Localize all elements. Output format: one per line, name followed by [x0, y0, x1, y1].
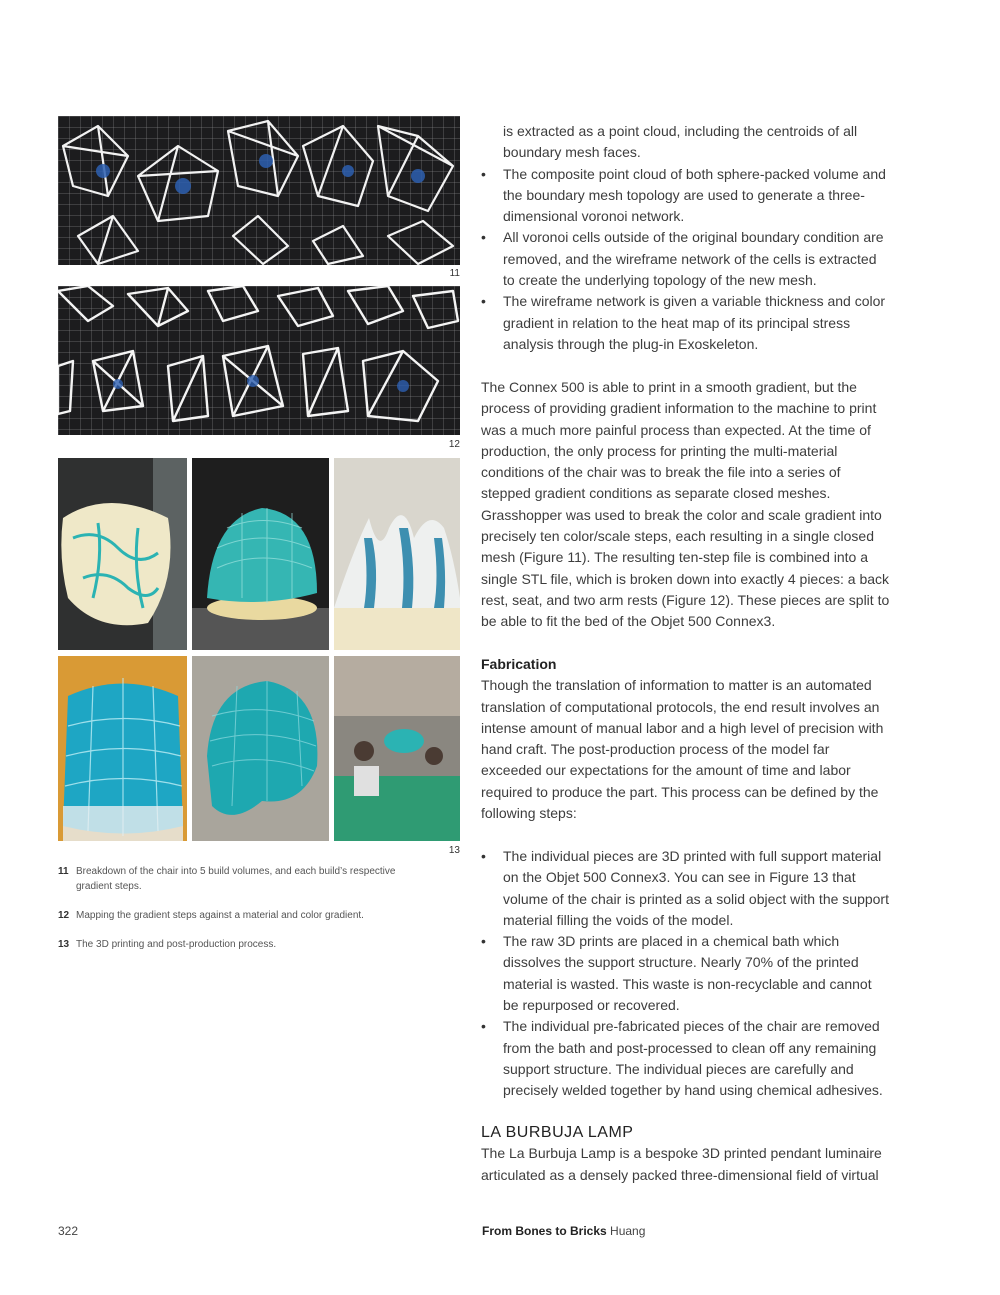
caption-11 — [58, 864, 438, 894]
intro-bullet-list — [481, 164, 891, 356]
fabrication-paragraph: Though the translation of information to matter is an automated translation of computational protocols, the end result involves an intense amount of manual labor and a high level of precision with hand craft. The post-production process of the model far exceeded our expectations for the amount of time and labor required to produce the part. This process can be defined by the following steps: — [481, 677, 884, 822]
photo-workshop — [334, 656, 460, 841]
intro-bullet-item: • The composite point cloud of both sphere-packed volume and the boundary mesh topology are used to generate a three-dimensional voronoi network. — [481, 164, 891, 228]
figure-12-number: 12 — [448, 439, 460, 450]
caption-13-number: 13 — [58, 939, 70, 950]
continued-bullet-text: is extracted as a point cloud, including the centroids of all boundary mesh faces. — [503, 123, 858, 161]
caption-12 — [58, 908, 438, 923]
photo-teal-shell-print — [192, 458, 329, 650]
fabrication-section — [481, 654, 891, 824]
figure-12-image — [58, 286, 460, 435]
fabrication-bullet-item: • The individual pieces are 3D printed with full support material on the Objet 500 Connex3. You can see in Figure 13 that volume of the chair is printed as a solid object with the support material filling the voids of the model. — [481, 846, 891, 931]
intro-bullets-block — [481, 121, 891, 355]
caption-13-text: The 3D printing and post-production process. — [76, 939, 277, 950]
wireframe-prints-grid-illustration — [58, 286, 460, 435]
fabrication-steps-block — [481, 846, 891, 1102]
footer-journal-title: From Bones to Bricks — [482, 1224, 607, 1238]
photo-print-in-bath — [58, 458, 187, 650]
wireframe-prints-illustration — [58, 116, 460, 265]
connex-paragraph-block — [481, 377, 891, 633]
intro-bullet-item: • All voronoi cells outside of the original boundary condition are removed, and the wireframe network of the cells is extracted to create the underlying topology of the new mesh. — [481, 227, 891, 291]
photo-blue-lattice-print — [58, 656, 187, 841]
lamp-section-title: LA BURBUJA LAMP — [481, 1124, 634, 1141]
connex-paragraph: The Connex 500 is able to print in a smooth gradient, but the process of providing gradient information to the machine to print was a much more painful process than expected. At the time of production, the only process for printing the multi-material conditions of the chair was to break the file into a series of stepped gradient conditions as separate closed meshes. Grasshopper was used to break the color and scale gradient into precisely ten color/scale steps, each resulting in a single closed mesh (Figure 11). The resulting ten-step file is combined into a single STL file, which is broken down into exactly 4 pieces: a back rest, seat, and two arm rests (Figure 12). These pieces are split to be able to fit the bed of the Objet 500 Connex3. — [481, 379, 890, 630]
fabrication-heading: Fabrication — [481, 656, 557, 672]
fabrication-bullet-list — [481, 846, 891, 1102]
photo-teal-lattice-chair — [192, 656, 329, 841]
intro-bullet-item: • The wireframe network is given a variable thickness and color gradient in relation to the heat map of its principal stress analysis through the plug-in Exoskeleton. — [481, 291, 891, 355]
caption-13 — [58, 937, 438, 952]
lamp-section — [481, 1122, 891, 1186]
lamp-paragraph: The La Burbuja Lamp is a bespoke 3D printed pendant luminaire articulated as a densely packed three-dimensional field of virtual — [481, 1145, 882, 1183]
figure-13-number: 13 — [448, 845, 460, 856]
page-number: 322 — [58, 1224, 79, 1238]
footer-author: Huang — [610, 1224, 646, 1238]
caption-11-text: Breakdown of the chair into 5 build volumes, and each build’s respective gradient steps. — [76, 866, 396, 892]
caption-12-number: 12 — [58, 910, 70, 921]
fabrication-bullet-item: • The individual pre-fabricated pieces of the chair are removed from the bath and post-processed to clean off any remaining support structure. The individual pieces are carefully and precisely welded together by hand using chemical adhesives. — [481, 1016, 891, 1101]
fabrication-bullet-item: • The raw 3D prints are placed in a chemical bath which dissolves the support structure. Nearly 70% of the printed material is wasted. This waste is non-recyclable and cannot be repurposed or recovered. — [481, 931, 891, 1016]
figure-11-image — [58, 116, 460, 265]
figure-11-number: 11 — [449, 268, 460, 279]
caption-11-number: 11 — [58, 866, 69, 877]
photo-ridged-print — [334, 458, 460, 650]
caption-12-text: Mapping the gradient steps against a material and color gradient. — [76, 910, 364, 921]
running-footer — [482, 1224, 645, 1238]
